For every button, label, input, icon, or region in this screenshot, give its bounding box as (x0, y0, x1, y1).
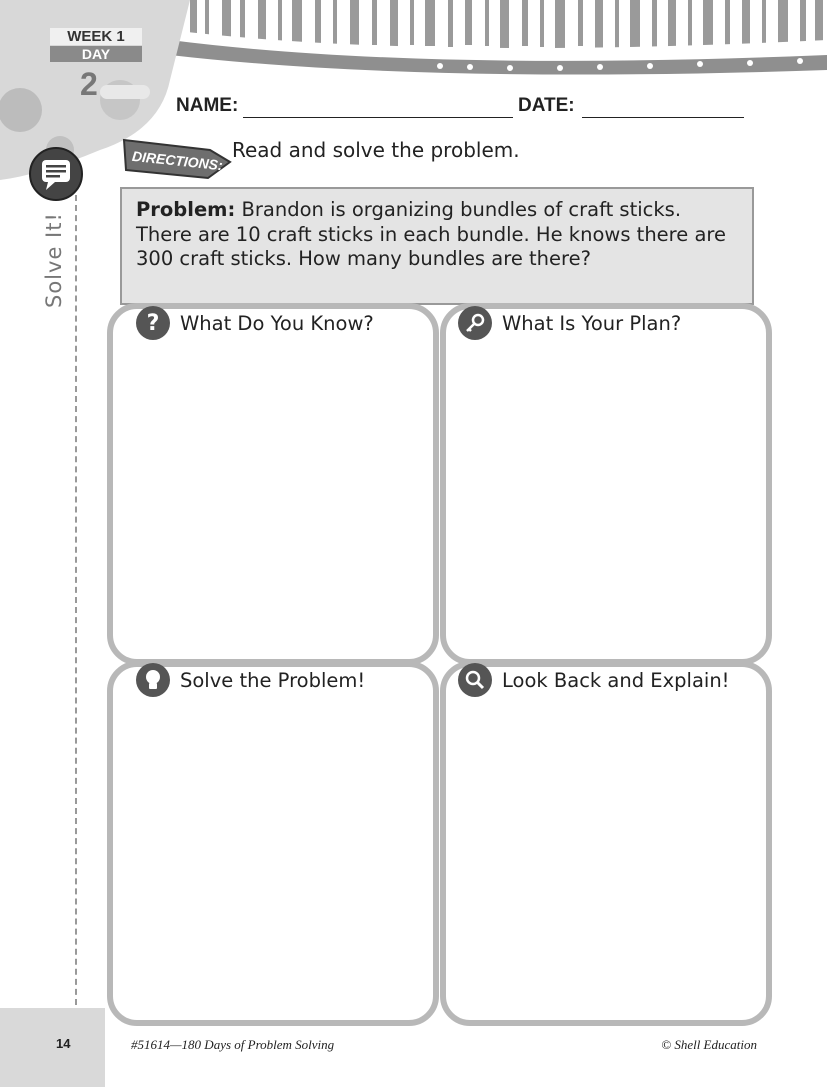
date-label: DATE: (518, 95, 575, 116)
plan-title: What Is Your Plan? (502, 311, 682, 335)
problem-text (136, 198, 736, 272)
book-title: #51614—180 Days of Problem Solving (131, 1037, 335, 1052)
side-title (38, 200, 78, 320)
solve-answer-box[interactable] (107, 661, 439, 1026)
date-field-line (582, 117, 744, 118)
solve-heading (136, 663, 365, 697)
key-icon (458, 306, 492, 340)
directions-text: Read and solve the problem. (232, 138, 520, 162)
know-answer-box[interactable] (107, 303, 439, 665)
explain-answer-box[interactable] (440, 661, 772, 1026)
directions-tag (122, 134, 232, 180)
lightbulb-icon (136, 663, 170, 697)
day-label: DAY (50, 46, 142, 62)
solve-title: Solve the Problem! (180, 668, 366, 692)
plan-answer-box[interactable] (440, 303, 772, 665)
footer-corner (0, 1008, 105, 1087)
week-badge (50, 28, 142, 62)
side-divider (75, 195, 77, 1015)
explain-title: Look Back and Explain! (502, 668, 730, 692)
know-heading (136, 306, 374, 340)
explain-heading (458, 663, 730, 697)
plan-heading (458, 306, 681, 340)
name-label: NAME: (176, 95, 239, 116)
side-title-text: Solve It! (42, 212, 66, 308)
question-icon: ? (136, 306, 170, 340)
name-field-line (243, 117, 513, 118)
speech-bubble-icon (28, 146, 84, 202)
page-number: 14 (56, 1036, 71, 1051)
know-title: What Do You Know? (180, 311, 374, 335)
directions-tag-label: DIRECTIONS: (131, 147, 224, 174)
publisher: © Shell Education (661, 1037, 757, 1052)
problem-label: Problem: (136, 198, 236, 221)
week-label: WEEK 1 (50, 28, 142, 45)
day-number: 2 (80, 66, 98, 102)
magnifier-icon (458, 663, 492, 697)
problem-body: Brandon is organizing bundles of craft sticks. There are 10 craft sticks in each bundle. He knows there are 300 craft sticks. How many bundles are there? (136, 198, 726, 270)
